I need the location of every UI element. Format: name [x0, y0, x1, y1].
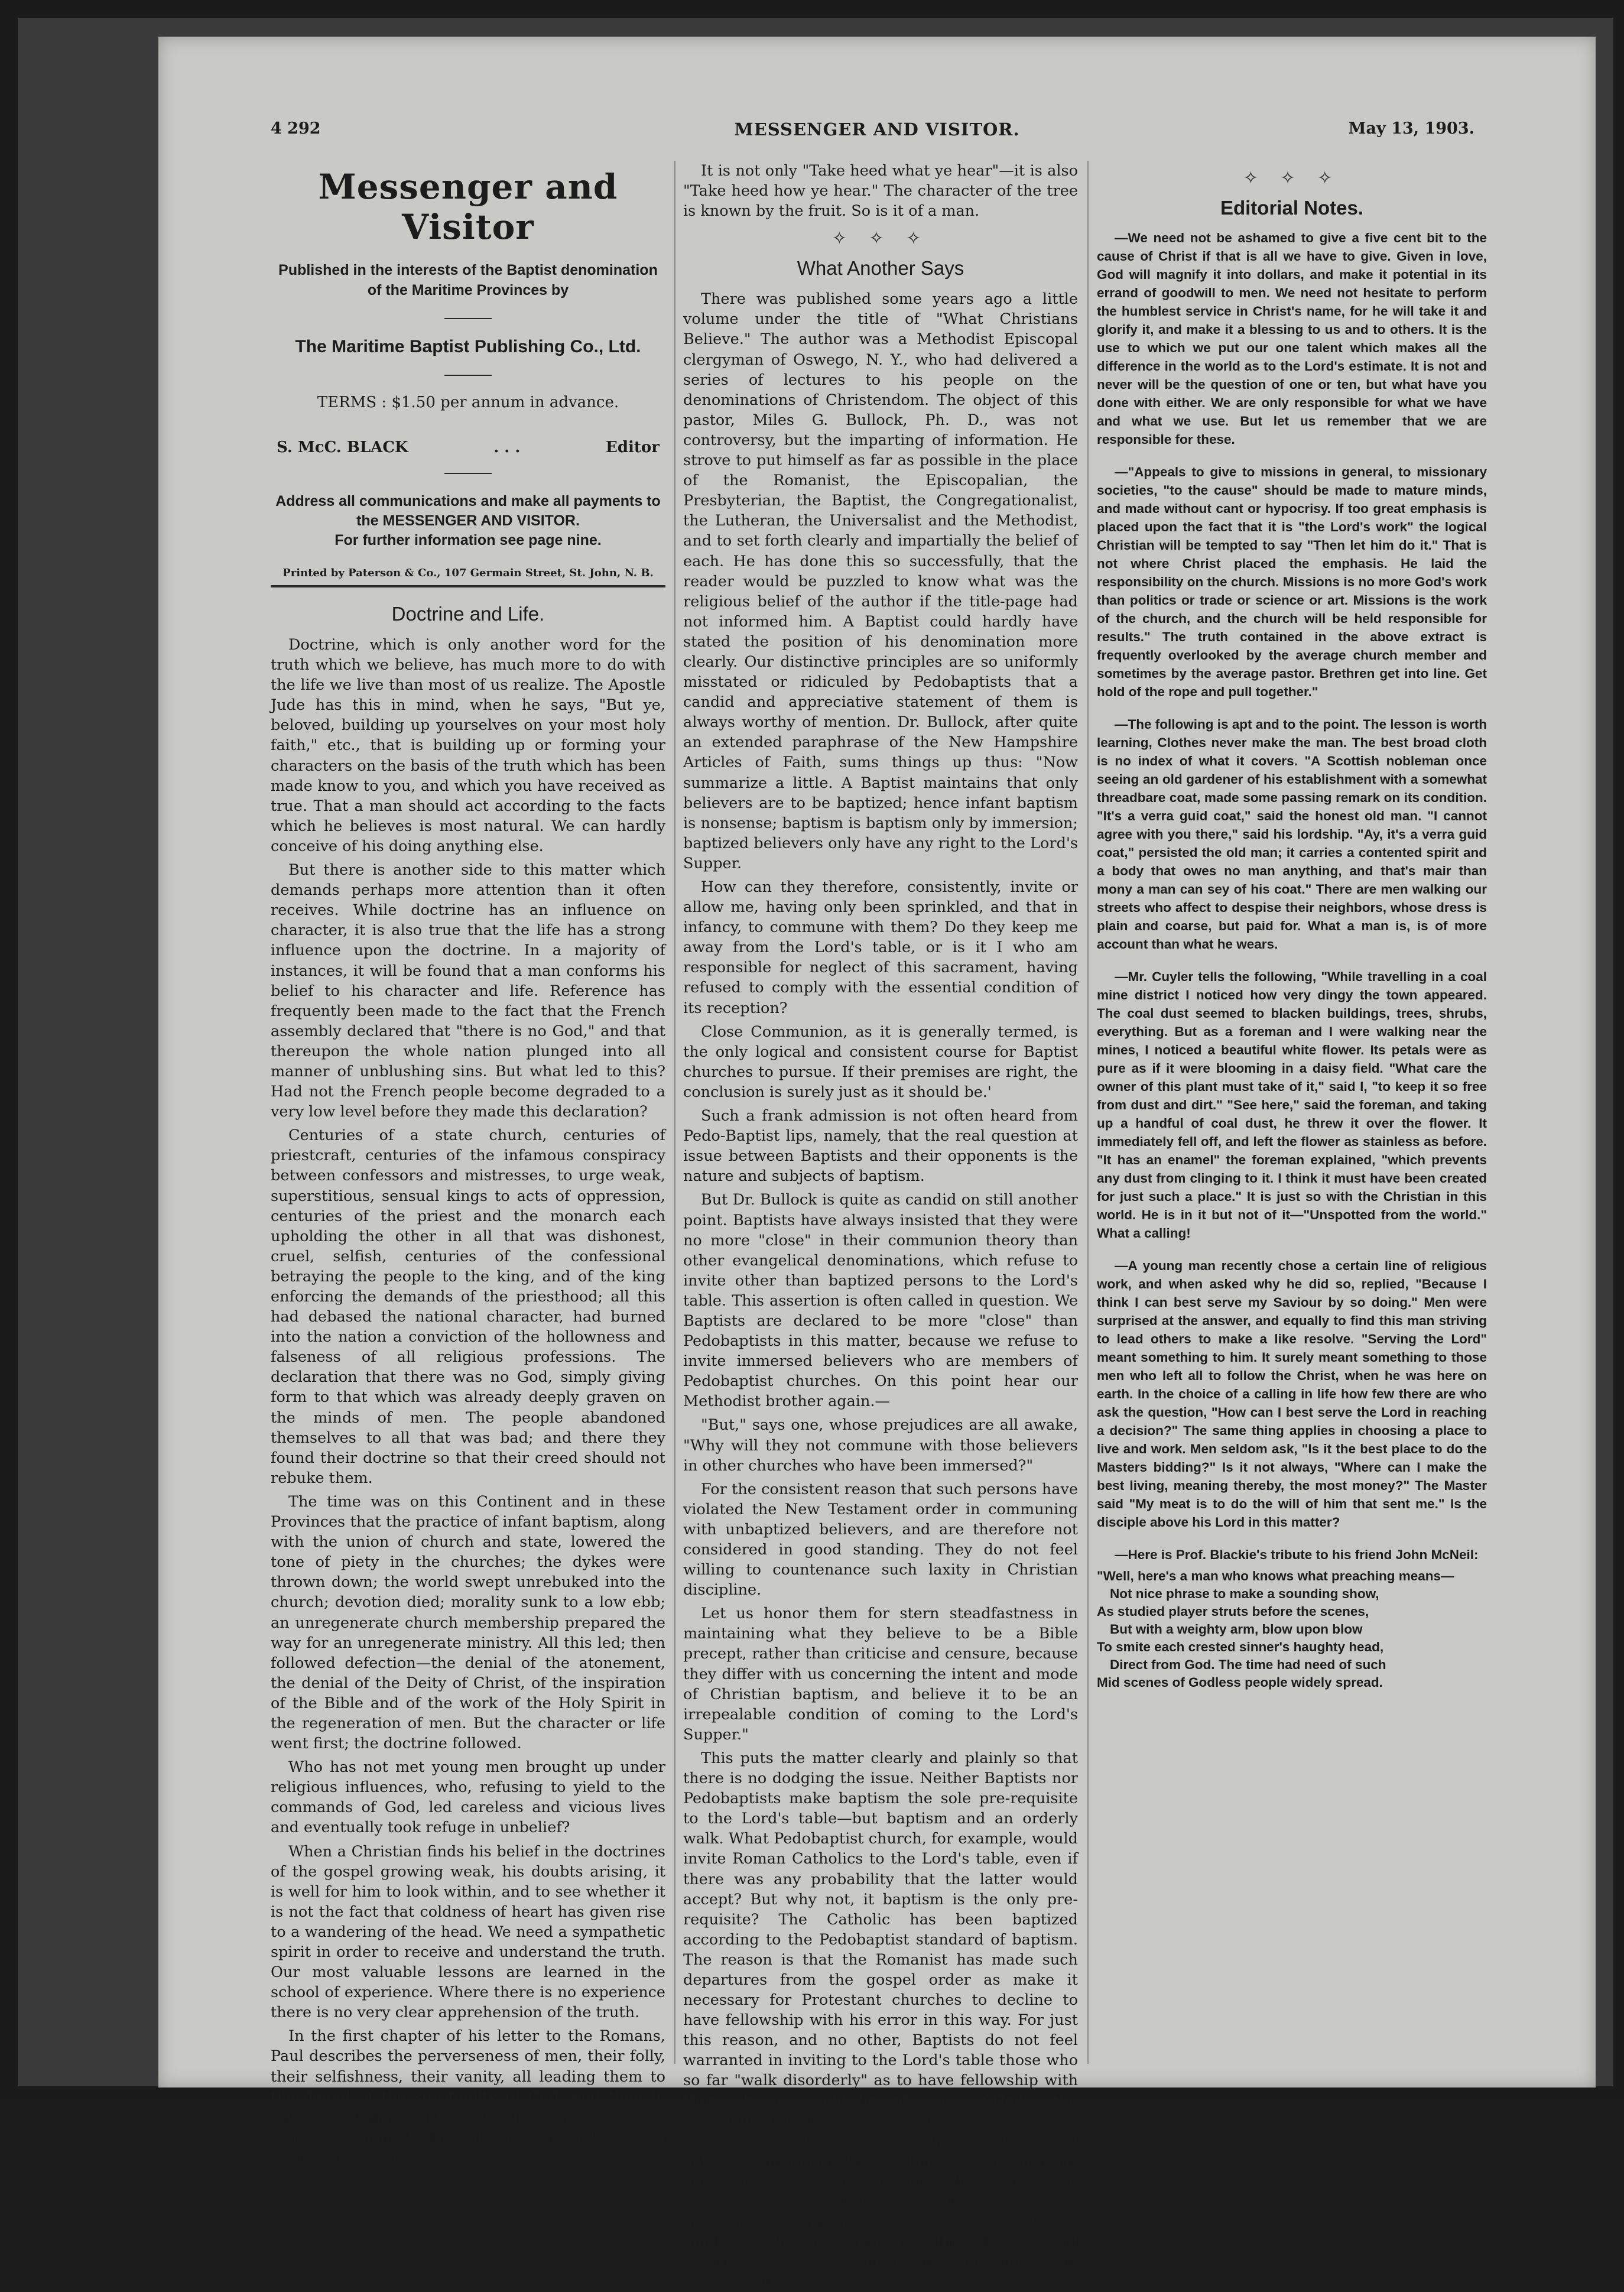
article-paragraph: But Dr. Bullock is quite as candid on still another point. Baptists have always insisted that they were no more "close" in their communion theory than other evangelical denominations, which refuse to invite other than baptized persons to the Lord's table. This assertion is often called in question. We Baptists are declared to be more "close" than Pedobaptists in this matter, because we refuse to invite immersed believers who are members of Pedobaptist churches. On this point hear our Methodist brother again.—	[683, 1191, 1078, 1411]
poem-line: "Well, here's a man who knows what preaching means—	[1097, 1569, 1454, 1583]
page-header	[158, 119, 1596, 155]
article-paragraph: Close Communion, as it is generally termed, is the only logical and consistent course for Baptist churches to pursue. If their premises are right, the conclusion is surely just as it should be.'	[683, 1022, 1078, 1101]
editorial-note: —A young man recently chose a certain line of religious work, and when asked why he did so, replied, "Because I think I can best serve my Saviour by so doing." Men were surprised at the answer, and equally to find this man striving to lead others to make a like resolve. "Serving the Lord" meant something to him. It surely meant something to those men who left all to follow the Christ, when he was here on earth. In the choice of a calling in life how few there are who ask the question, "How can I best serve the Lord in reaching a decision?" The same thing applies in choosing a place to live and work. Men seldom ask, "Is it the best place to do the Masters bidding?" Is it not always, "Where can I make the best living, meaning thereby, the most money?" The Master said "My meat is to do the will of him that sent me." Is the disciple above his Lord in this matter?	[1097, 1258, 1487, 1530]
page-number: 4 292	[271, 119, 321, 138]
editor-line	[277, 439, 660, 456]
editorial-note: —"Appeals to give to missions in general, to missionary societies, "to the cause" should be made to mature minds, and made without cant or hypocrisy. If too great emphasis is placed upon the fact that it is "the Lord's work" the logical Christian will be tempted to say "Then let him do it." That is not where Christ placed the emphasis. He laid the responsibility on the church. Missions is no more God's work than politics or trade or science or art. Missions is the work of the church, and the church will be held responsible for results." The truth contained in the above extract is frequently overlooked by the average church member and sometimes by the average pastor. Brethren get into line. Get hold of the rope and pull together."	[1097, 465, 1487, 699]
article-paragraph: For the consistent reason that such persons have violated the New Testament order in communing with unbaptized believers, and are therefore not considered in good standing. They do not feel willing to countenance such laxity in Christian discipline.	[683, 1480, 1078, 1599]
section-divider	[271, 585, 665, 587]
article-paragraph: But there is another side to this matter which demands perhaps more attention than it often receives. While doctrine has an influence on character, it is also true that the life has a strong influence upon the doctrine. In a majority of instances, it will be found that a man conforms his belief to his character and life. Reference has frequently been made to the fact that the French assembly declared that "there is no God," and that thereupon the whole nation plunged into all manner of unblushing sins. But what led to this? Had not the French people become degraded to a very low level before they made this declaration?	[271, 861, 665, 1121]
article-title-another: What Another Says	[797, 257, 964, 280]
poem-line: To smite each crested sinner's haughty head,	[1097, 1640, 1384, 1654]
article-paragraph: When a Christian finds his belief in the doctrines of the gospel growing weak, his doubts arising, it is well for him to look within, and to see whether it is not the fact that coldness of heart has given rise to a wandering of the head. We need a sympathetic spirit in order to receive and understand the truth. Our most valuable lessons are learned in the school of experience. Where there is no experience there is no very clear apprehension of the truth.	[271, 1842, 665, 2022]
address-line: Address all communications and make all payments to the MESSENGER AND VISITOR.	[275, 493, 661, 529]
masthead-title: Messenger and Visitor	[318, 167, 618, 247]
address-note	[271, 492, 665, 550]
running-title: MESSENGER AND VISITOR.	[734, 119, 1020, 139]
subscription-terms: TERMS : $1.50 per annum in advance.	[317, 394, 619, 411]
column-divider	[674, 161, 675, 2064]
article-paragraph: Let us honor them for stern steadfastness in maintaining what they believe to be a Bible precept, rather than criticise and censure, because they differ with us concerning the intent and mode of Christian baptism, and believe it to be an irrepealable condition of coming to the Lord's Supper."	[683, 1605, 1078, 1744]
column-2	[683, 161, 1078, 2291]
column-3	[1097, 161, 1487, 2070]
poem-line: Mid scenes of Godless people widely spread.	[1097, 1675, 1383, 1690]
poem-line: As studied player struts before the scenes,	[1097, 1604, 1369, 1619]
printer-credit: Printed by Paterson & Co., 107 Germain Street, St. John, N. B.	[282, 567, 654, 579]
poem-line: Direct from God. The time had need of such	[1110, 1657, 1386, 1672]
column-1	[271, 161, 665, 2166]
poem-line: But with a weighty arm, blow upon blow	[1110, 1622, 1363, 1637]
poem-excerpt	[1097, 1567, 1487, 1692]
article-title-editorial: Editorial Notes.	[1220, 197, 1364, 219]
article-paragraph: This puts the matter clearly and plainly so that there is no dodging the issue. Neither Baptists nor Pedobaptists make baptism the sole pre-requisite to the Lord's table—but baptism and an orderly walk. What Pedobaptist church, for example, would invite Roman Catholics to the Lord's table, even if there was any probability that the latter would accept? But why not, it baptism is the only pre-requisite? The Catholic has been baptized according to the Pedobaptist standard of baptism. The reason is that the Romanist has made such departures from the gospel order as make it necessary for Protestant churches to decline to have fellowship with his error in this way. For just this reason, and no other, Baptists do not feel warranted in inviting to the Lord's table those who so far "walk disorderly" as to have fellowship with those who make void the ordinances of God by the traditions of men. In this respect, as in all others, Baptists are just as 'close' as other Christians, and not one whit closer. One Pedobaptist, at least has had the wit to see it and the fairness to acknowledge it. That he should have many imitators it is only reasonable to expect after so much light has been shed upon this question. And yet the darkness that obtains in some quarters is deep and dense.	[683, 1749, 1078, 2291]
editor-label: Editor	[606, 439, 660, 456]
article-paragraph: The time was on this Continent and in these Provinces that the practice of infant baptism, along with the union of church and state, lowered the tone of piety in the churches; the dykes were thrown down; the world swept unrebuked into the church; devotion died; morality sunk to a low ebb; an unregenerate church membership prepared the way for an unregenerate ministry. All this led; then followed defection—the denial of the atonement, the denial of the Deity of Christ, of the inspiration of the Bible and of the work of the Holy Spirit in the regeneration of men. But the character or life went first; the doctrine followed.	[271, 1492, 665, 1753]
editor-dots: . . .	[493, 439, 521, 456]
article-paragraph: Centuries of a state church, centuries of priestcraft, centuries of the infamous conspiracy between confessors and mistresses, to urge weak, superstitious, sensual kings to acts of oppression, centuries of the priest and the monarch each upholding the other in all that was dishonest, cruel, selfish, centuries of the confessional betraying the people to the king, and of the king enforcing the demands of the priesthood; all this had debased the national character, had burned into the nation a conviction of the hollowness and falseness of all religious professions. The declaration that there was no God, simply giving form to that which was already deeply graven on the minds of men. The people abandoned themselves to all that was bad; and there they found their doctrine so that their creed should not rebuke them.	[271, 1126, 665, 1487]
divider	[444, 375, 492, 376]
article-title-doctrine: Doctrine and Life.	[391, 603, 545, 625]
column-divider	[1087, 161, 1089, 2064]
address-line: For further information see page nine.	[334, 532, 602, 548]
poem-line: Not nice phrase to make a sounding show,	[1110, 1586, 1379, 1601]
editorial-note: —We need not be ashamed to give a five cent bit to the cause of Christ if that is all we have to give. Given in love, God will magnify it into dollars, and make it potential in its errand of goodwill to men. We need not hesitate to perform the humblest service in Christ's name, for he will take it and glorify it, and make it a blessing to us and to others. It is the use to which we put our one talent which makes all the difference in the world as to the Lord's estimate. It is not and never will be the question of one or ten, but what have you done with either. We are only responsible for what we have and what we use. But let us remember that we are responsible for these.	[1097, 231, 1487, 447]
divider	[444, 473, 492, 474]
ornament-divider: ✧ ✧ ✧	[1243, 168, 1341, 189]
article-paragraph: There was published some years ago a little volume under the title of "What Christians Believe." The author was a Methodist Episcopal clergyman of Oswego, N. Y., who had delivered a series of lectures to his people on the denominations of Christendom. The object of this pastor, Miles G. Bullock, Ph. D., was not controversy, but the imparting of information. He strove to put himself as far as possible in the place of the Romanist, the Episcopalian, the Presbyterian, the Baptist, the Congregationalist, the Lutheran, the Universalist and the Methodist, and to set forth clearly and impartially the belief of each. He has done this so successfully, that the reader would be puzzled to know what was the religious belief of the author if the title-page had not informed him. A Baptist could hardly have stated the position of his denomination more clearly. Our distinctive principles are so uniformly misstated or ridiculed by Pedobaptists that a candid and appreciative statement of them is always worthy of mention. Dr. Bullock, after quite an extended paraphrase of the New Hampshire Articles of Faith, sums things up thus: "Now summarize a little. A Baptist maintains that only believers are to be baptized; hence infant baptism is nonsense; baptism is baptism only by immersion; baptized believers only have any right to the Lord's Supper.	[683, 290, 1078, 872]
article-paragraph: How can they therefore, consistently, invite or allow me, having only been sprinkled, and that in infancy, to commune with them? Do they keep me away from the Lord's table, or is it I who am responsible for neglect of this sacrament, having refused to comply with the essential condition of its reception?	[683, 878, 1078, 1017]
article-paragraph: Who has not met young men brought up under religious influences, who, refusing to yield to the commands of God, led careless and vicious lives and eventually took refuge in unbelief?	[271, 1758, 665, 1837]
editorial-note: —Here is Prof. Blackie's tribute to his friend John McNeil:	[1115, 1547, 1479, 1562]
newspaper-page	[158, 37, 1596, 2291]
article-paragraph: Such a frank admission is not often heard from Pedo-Baptist lips, namely, that the real question at issue between Baptists and their opponents is the nature and subjects of baptism.	[683, 1107, 1078, 1186]
ornament-divider: ✧ ✧ ✧	[832, 228, 930, 249]
editor-name: S. McC. BLACK	[277, 439, 408, 456]
article-paragraph: Doctrine, which is only another word for the truth which we believe, has much more to do with the life we live than most of us realize. The Apostle Jude has this in mind, when he says, "But ye, beloved, building up yourselves on your most holy faith," etc., that is building up or forming your characters on the basis of the truth which has been made know to you, and which you have received as true. That a man should act according to the facts which he believes is most natural. We can hardly conceive of his doing anything else.	[271, 636, 665, 855]
published-note: Published in the interests of the Baptist denomination of the Maritime Provinces by	[278, 262, 658, 298]
editorial-note: —Mr. Cuyler tells the following, "While travelling in a coal mine district I noticed how very dingy the town appeared. The coal dust seemed to blacken buildings, trees, shrubs, everything. But as a foreman and I were walking near the mines, I noticed a beautiful white flower. Its petals were as pure as if it were blooming in a daisy field. "What care the owner of this plant must take of it," said I, "to keep it so free from dust and dirt." "See here," said the foreman, and taking up a handful of coal dust, he threw it over the flower. It immediately fell off, and left the flower as stainless as before. "It has an enamel" the foreman explained, "which prevents any dust from clinging to it. I think it must have been created for just such a place." It is just so with the Christian in this world. He is in it but not of it—"Unspotted from the world." What a calling!	[1097, 969, 1487, 1241]
issue-date: May 13, 1903.	[1348, 119, 1474, 138]
divider	[444, 318, 492, 319]
article-paragraph: "But," says one, whose prejudices are all awake, "Why will they not commune with those believers in other churches who have been immersed?"	[683, 1416, 1078, 1475]
editorial-note: —The following is apt and to the point. The lesson is worth learning, Clothes never make the man. The best broad cloth is no index of what it covers. "A Scottish nobleman once seeing an old gardener of his establishment with a somewhat threadbare coat, made some passing remark on its condition. "It's a verra guid coat," said the honest old man. "I cannot agree with you there," said his lordship. "Ay, it's a verra guid coat," persisted the old man; it carries a contented spirit and a body that owes no man anything, and that's mair than mony a man can sey of his coat." There are men walking our streets who affect to despise their neighbors, whose dress is plain and coarse, but paid for. What a man is, is of more account than what he wears.	[1097, 717, 1487, 952]
article-paragraph: It is not only "Take heed what ye hear"—it is also "Take heed how ye hear." The character of the tree is known by the fruit. So is it of a man.	[683, 162, 1078, 220]
publisher-name: The Maritime Baptist Publishing Co., Ltd.	[295, 337, 641, 356]
article-paragraph: In the first chapter of his letter to the Romans, Paul describes the perverseness of men, their folly, their selfishness, their vanity, all leading them to the denial of the spirituality of God, and then in turn this denial reacting on their characters and rendering them doubly vile. But degradations of character led the way.	[271, 2027, 665, 2166]
